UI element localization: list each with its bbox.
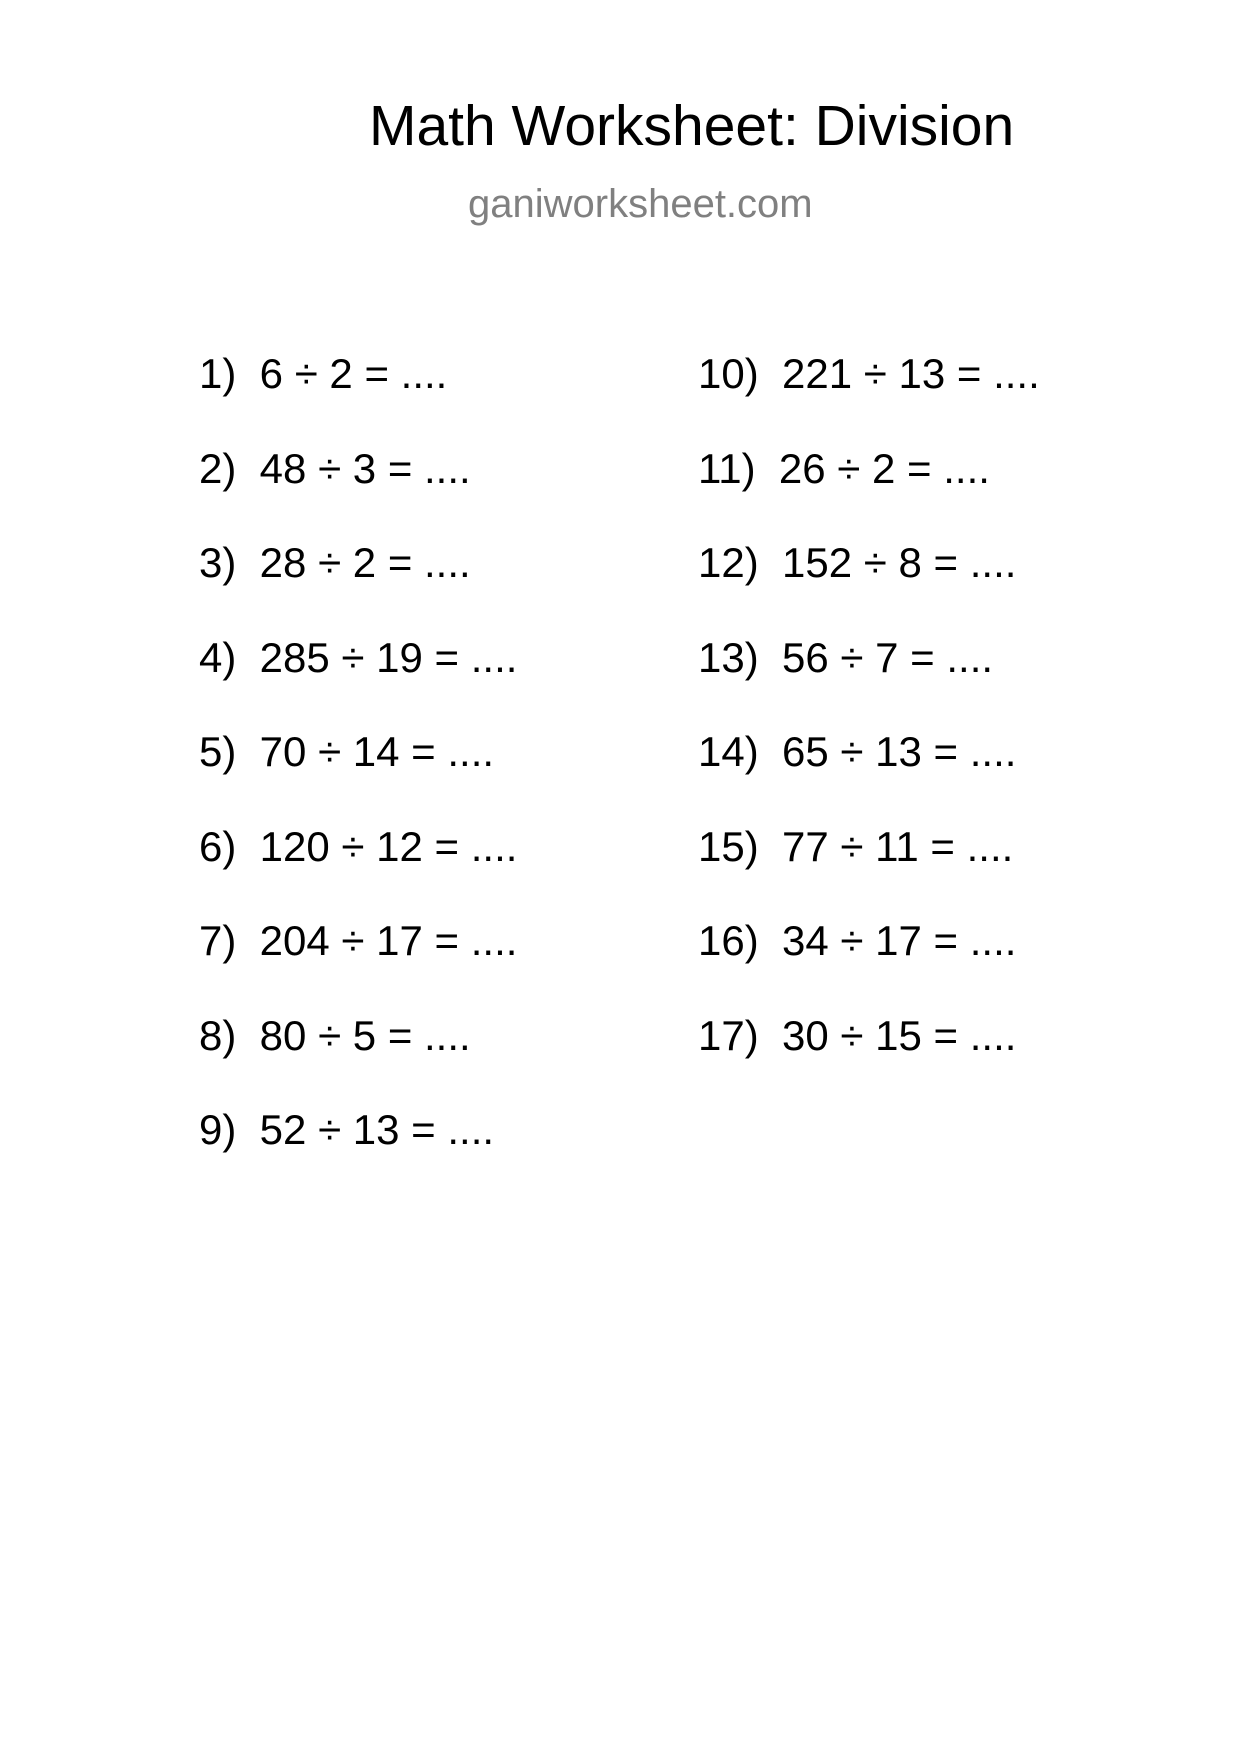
problem-item: 11) 26 ÷ 2 = .... (698, 444, 990, 492)
page-title: Math Worksheet: Division (369, 94, 1015, 158)
problem-item: 12) 152 ÷ 8 = .... (698, 539, 1017, 586)
problem-item: 8) 80 ÷ 5 = .... (199, 1011, 471, 1059)
problem-item: 7) 204 ÷ 17 = .... (199, 917, 518, 964)
problem-item: 9) 52 ÷ 13 = .... (199, 1106, 495, 1153)
problem-item: 2) 48 ÷ 3 = .... (199, 444, 471, 492)
problem-item: 15) 77 ÷ 11 = .... (698, 822, 1014, 870)
problem-item: 5) 70 ÷ 14 = .... (199, 728, 495, 775)
problem-item: 3) 28 ÷ 2 = .... (199, 539, 471, 586)
problem-item: 17) 30 ÷ 15 = .... (698, 1011, 1017, 1059)
problem-item: 4) 285 ÷ 19 = .... (199, 633, 518, 681)
problem-item: 16) 34 ÷ 17 = .... (698, 917, 1017, 964)
problem-item: 13) 56 ÷ 7 = .... (698, 633, 994, 681)
problem-column-left (199, 350, 518, 1204)
website-url: ganiworksheet.com (468, 182, 813, 226)
problem-item: 14) 65 ÷ 13 = .... (698, 728, 1017, 775)
problem-item: 10) 221 ÷ 13 = .... (698, 350, 1040, 397)
problem-column-right (698, 350, 1040, 1109)
problem-item: 1) 6 ÷ 2 = .... (199, 350, 448, 397)
problem-item: 6) 120 ÷ 12 = .... (199, 822, 518, 870)
